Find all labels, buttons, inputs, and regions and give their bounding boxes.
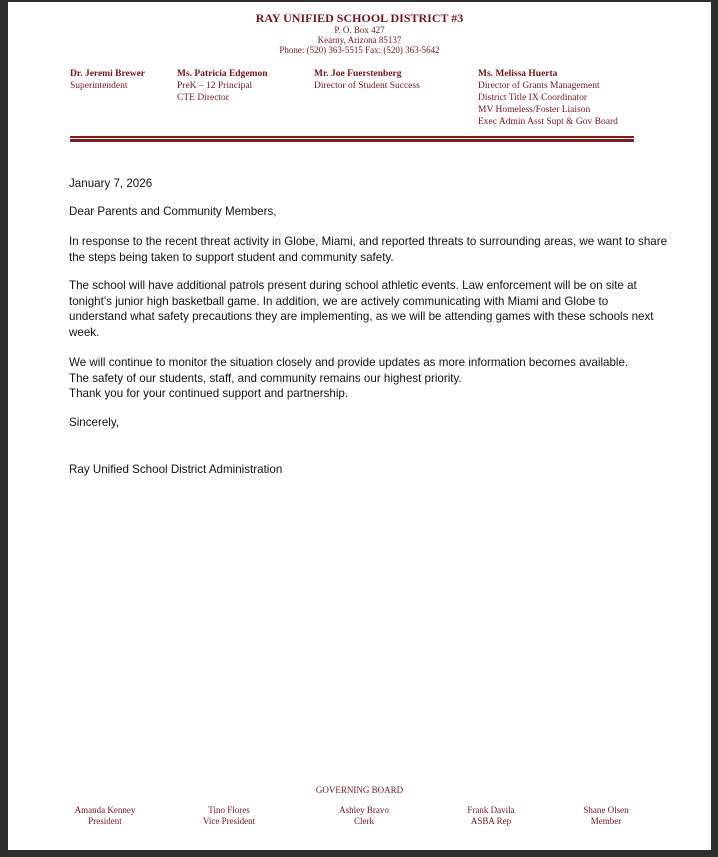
district-name: RAY UNIFIED SCHOOL DISTRICT #3 <box>255 11 464 25</box>
board-member-name: Shane Olsen <box>583 805 629 815</box>
board-member-role: Clerk <box>354 816 374 826</box>
staff-superintendent <box>70 68 145 92</box>
phone-fax: Phone: (520) 363-5515 Fax: (520) 363-5642 <box>279 45 440 55</box>
letter-salutation: Dear Parents and Community Members, <box>69 205 277 218</box>
letter-paragraph-2: The school will have additional patrols present during school athletic events. Law enforcement will be on site at tonight’s junior high basketball game. In addition, we are actively communicating with Miami and Globe to understand what safety precautions they are implementing, as we will be attending games with these schools next week. <box>69 279 654 339</box>
letter-paragraph-3 <box>69 355 669 402</box>
paragraph-line: Thank you for your continued support and partnership. <box>69 387 349 400</box>
staff-role: CTE Director <box>177 93 229 103</box>
staff-name: Mr. Joe Fuerstenberg <box>314 69 402 79</box>
staff-student-success <box>314 68 420 92</box>
staff-principal <box>177 68 268 104</box>
address-line-1: P. O. Box 427 <box>334 25 385 35</box>
board-member-role: Vice President <box>202 816 256 826</box>
board-member <box>169 805 289 827</box>
board-member-name: Frank Davila <box>467 805 515 815</box>
paragraph-line: The safety of our students, staff, and community remains our highest priority. <box>69 371 462 385</box>
letter-page <box>8 2 711 850</box>
staff-role: Exec Admin Asst Supt & Gov Board <box>478 117 618 127</box>
board-member-name: Ashley Bravo <box>339 805 389 815</box>
header-divider-thick <box>70 139 634 142</box>
board-member-role: Member <box>590 816 622 826</box>
staff-role: MV Homeless/Foster Liaison <box>478 105 591 115</box>
staff-name: Ms. Melissa Huerta <box>478 69 558 79</box>
letter-closing: Sincerely, <box>69 416 120 429</box>
board-member <box>45 805 165 827</box>
staff-role: Director of Student Success <box>314 81 420 91</box>
staff-name: Ms. Patricia Edgemon <box>177 69 268 79</box>
letter-paragraph-1: In response to the recent threat activity in Globe, Miami, and reported threats to surrounding areas, we want to share the steps being taken to support student and community safety. <box>69 235 668 264</box>
board-member <box>431 805 551 827</box>
address-line-2: Kearny, Arizona 85137 <box>317 35 402 45</box>
staff-name: Dr. Jeremi Brewer <box>70 69 146 79</box>
letter-date: January 7, 2026 <box>69 177 153 190</box>
board-member-role: President <box>88 816 122 826</box>
staff-role: PreK – 12 Principal <box>177 81 253 91</box>
staff-role: District Title IX Coordinator <box>478 93 587 103</box>
paragraph-line: We will continue to monitor the situation closely and provide updates as more information becomes available. <box>69 356 629 369</box>
governing-board-title: GOVERNING BOARD <box>315 785 404 795</box>
header-divider-thin <box>70 136 634 138</box>
board-member <box>304 805 424 827</box>
staff-role: Superintendent <box>70 81 128 91</box>
letter-signature: Ray Unified School District Administration <box>69 463 283 476</box>
board-member-name: Tino Flores <box>208 805 250 815</box>
board-member-name: Amanda Kenney <box>74 805 136 815</box>
staff-role: Director of Grants Management <box>478 81 600 91</box>
board-member <box>546 805 666 827</box>
staff-grants <box>478 68 618 128</box>
board-member-role: ASBA Rep <box>470 816 512 826</box>
